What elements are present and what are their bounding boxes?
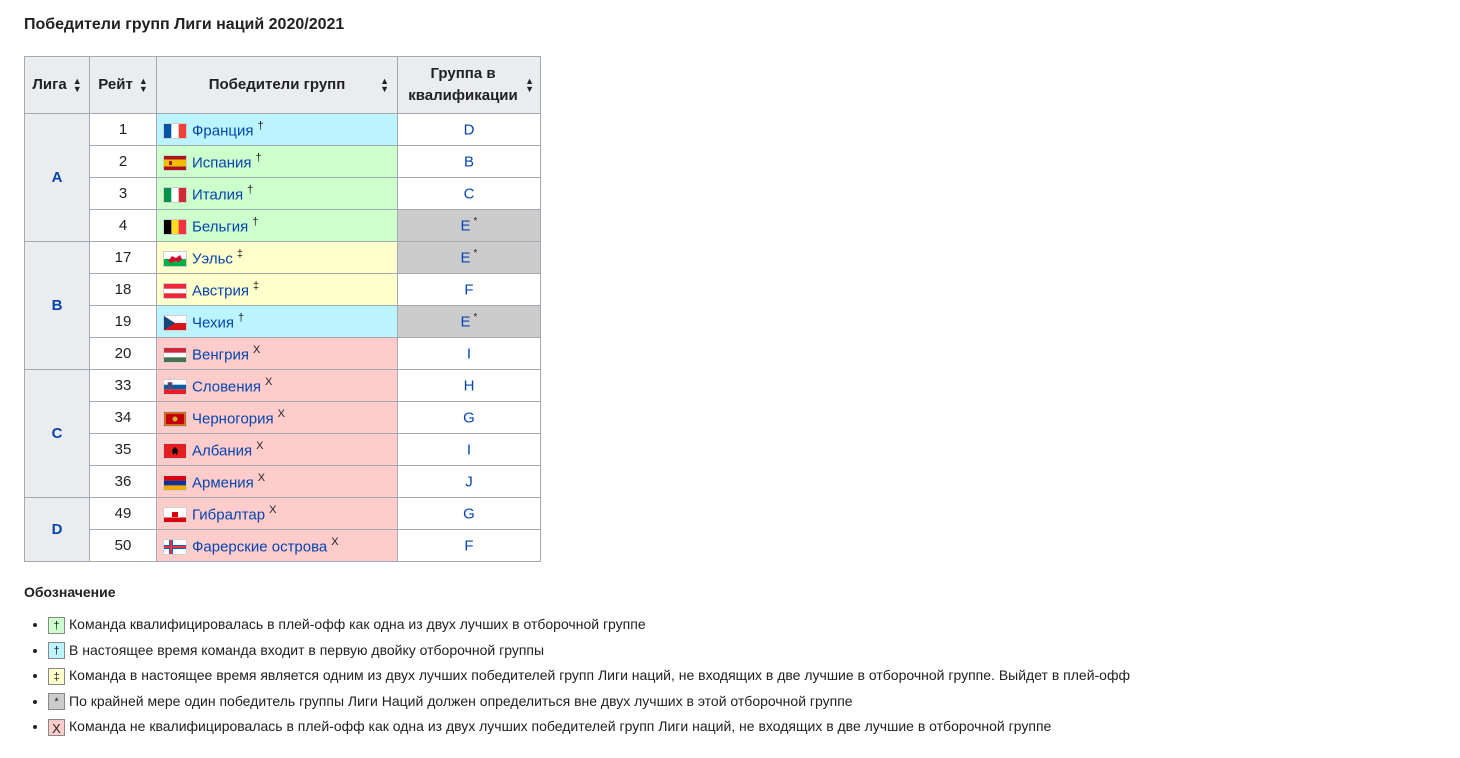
team-link[interactable]: Италия — [192, 186, 244, 204]
league-cell[interactable]: C — [25, 370, 90, 498]
qualifying-group-cell — [398, 178, 541, 210]
qualifying-group-cell — [398, 114, 541, 146]
qualifying-group-cell — [398, 530, 541, 562]
legend-list — [24, 612, 1130, 740]
qualifying-group-link[interactable]: F — [464, 281, 474, 299]
league-cell[interactable]: B — [25, 242, 90, 370]
league-cell[interactable]: A — [25, 114, 90, 242]
team-cell — [157, 338, 398, 370]
rank-cell: 19 — [90, 306, 157, 338]
table-body — [25, 114, 541, 562]
team-cell — [157, 178, 398, 210]
legend-text: Команда не квалифицировалась в плей-офф как одна из двух лучших победителей групп Лиги наций, не входящих в две лучшие в отборочной группе — [69, 718, 1052, 734]
gibraltar-flag-icon[interactable] — [163, 507, 187, 523]
sort-arrows-icon[interactable]: ▲ ▼ — [380, 76, 389, 94]
team-link[interactable]: Франция — [192, 122, 254, 140]
team-link[interactable]: Фарерские острова — [192, 538, 328, 556]
status-mark: X — [331, 535, 339, 548]
status-mark: X — [265, 375, 273, 388]
legend-text: Команда квалифицировалась в плей-офф как одна из двух лучших в отборочной группе — [69, 616, 646, 632]
table-row — [25, 242, 541, 274]
table-row — [25, 498, 541, 530]
qualifying-group-cell — [398, 242, 541, 274]
column-header-qualifying-group-line1: Группа в — [430, 65, 496, 82]
qualifying-group-cell — [398, 274, 541, 306]
team-link[interactable]: Уэльс — [192, 250, 233, 268]
qualifying-group-cell — [398, 434, 541, 466]
belgium-flag-icon[interactable] — [163, 219, 187, 235]
status-mark: ‡ — [253, 279, 260, 292]
team-cell — [157, 274, 398, 306]
status-mark: † — [255, 151, 262, 164]
legend-color-key: † — [48, 642, 65, 659]
czechia-flag-icon[interactable] — [163, 315, 187, 331]
faroe-islands-flag-icon[interactable] — [163, 539, 187, 555]
legend-item — [48, 663, 1130, 689]
table-row — [25, 178, 541, 210]
nations-league-winners-table — [24, 56, 541, 562]
team-cell — [157, 434, 398, 466]
column-header-winners-label: Победители групп — [208, 76, 346, 93]
wales-flag-icon[interactable] — [163, 251, 187, 267]
qualifying-group-link[interactable]: F — [464, 537, 474, 555]
team-cell — [157, 466, 398, 498]
column-header-league-label: Лига — [32, 76, 67, 93]
team-cell — [157, 530, 398, 562]
rank-cell: 35 — [90, 434, 157, 466]
team-cell — [157, 370, 398, 402]
column-header-league[interactable] — [25, 57, 90, 114]
team-cell — [157, 242, 398, 274]
team-cell — [157, 210, 398, 242]
page-content — [24, 14, 1130, 740]
qualifying-group-cell — [398, 466, 541, 498]
table-row — [25, 114, 541, 146]
rank-cell: 17 — [90, 242, 157, 274]
rank-cell: 20 — [90, 338, 157, 370]
rank-cell: 50 — [90, 530, 157, 562]
qualifying-group-cell — [398, 146, 541, 178]
rank-cell: 34 — [90, 402, 157, 434]
table-title: Победители групп Лиги наций 2020/2021 — [24, 16, 345, 33]
italy-flag-icon[interactable] — [163, 187, 187, 203]
legend-text: В настоящее время команда входит в первую двойку отборочной группы — [69, 641, 545, 658]
team-link[interactable]: Бельгия — [192, 218, 249, 236]
table-row — [25, 402, 541, 434]
column-header-winners[interactable] — [157, 57, 398, 114]
montenegro-flag-icon[interactable] — [163, 411, 187, 427]
armenia-flag-icon[interactable] — [163, 475, 187, 491]
slovenia-flag-icon[interactable] — [163, 379, 187, 395]
legend-item — [48, 689, 1130, 715]
hungary-flag-icon[interactable] — [163, 347, 187, 363]
qualifying-group-link[interactable]: H — [463, 377, 475, 395]
table-row — [25, 306, 541, 338]
group-note-mark: * — [473, 248, 478, 260]
column-header-rank-label: Рейт — [98, 76, 133, 93]
rank-cell: 36 — [90, 466, 157, 498]
qualifying-group-link[interactable]: G — [463, 505, 475, 523]
france-flag-icon[interactable] — [163, 123, 187, 139]
qualifying-group-cell — [398, 402, 541, 434]
column-header-rank[interactable] — [90, 57, 157, 114]
status-mark: ‡ — [236, 247, 244, 260]
table-row — [25, 274, 541, 306]
team-link[interactable]: Венгрия — [192, 346, 249, 364]
team-cell — [157, 402, 398, 434]
qualifying-group-link[interactable]: G — [463, 409, 475, 427]
league-cell[interactable]: D — [25, 498, 90, 562]
team-cell — [157, 498, 398, 530]
qualifying-group-link[interactable]: C — [463, 185, 475, 203]
legend-color-key: X — [48, 719, 65, 736]
legend-text: Команда в настоящее время является одним из двух лучших победителей групп Лиги наций, не входящих в две лучшие в отборочной группе. Выйдет в плей-офф — [69, 667, 1130, 683]
team-link[interactable]: Гибралтар — [192, 506, 266, 524]
albania-flag-icon[interactable] — [163, 443, 187, 459]
sort-arrows-icon[interactable]: ▲ ▼ — [525, 76, 534, 94]
status-mark: † — [238, 311, 245, 324]
table-row — [25, 210, 541, 242]
legend-item — [48, 714, 1130, 740]
status-mark: † — [252, 215, 259, 228]
legend-item — [48, 612, 1130, 638]
qualifying-group-cell — [398, 210, 541, 242]
table-row — [25, 338, 541, 370]
status-mark: X — [257, 471, 266, 484]
team-link[interactable]: Чехия — [192, 314, 235, 332]
table-row — [25, 146, 541, 178]
qualifying-group-cell — [398, 338, 541, 370]
austria-flag-icon[interactable] — [163, 283, 187, 299]
qualifying-group-link[interactable]: D — [463, 121, 475, 139]
team-link[interactable]: Черногория — [192, 410, 274, 428]
team-link[interactable]: Словения — [192, 378, 262, 396]
qualifying-group-link[interactable]: I — [466, 345, 472, 363]
table-row — [25, 370, 541, 402]
qualifying-group-link[interactable]: E — [460, 313, 471, 331]
qualifying-group-link[interactable]: B — [463, 153, 474, 171]
table-row — [25, 530, 541, 562]
legend-color-key: * — [48, 693, 65, 710]
rank-cell: 4 — [90, 210, 157, 242]
status-mark: † — [257, 119, 264, 132]
qualifying-group-cell — [398, 306, 541, 338]
legend-title: Обозначение — [24, 584, 116, 600]
qualifying-group-cell — [398, 370, 541, 402]
qualifying-group-link[interactable]: J — [465, 473, 473, 491]
rank-cell: 49 — [90, 498, 157, 530]
team-link[interactable]: Армения — [192, 474, 254, 492]
legend-text: По крайней мере один победитель группы Лиги Наций должен определиться вне двух лучших в этой отборочной группе — [69, 692, 853, 709]
team-cell — [157, 146, 398, 178]
rank-cell: 2 — [90, 146, 157, 178]
qualifying-group-link[interactable]: E — [460, 249, 471, 267]
column-header-qualifying-group-line2: квалификации — [408, 87, 518, 104]
table-row — [25, 466, 541, 498]
rank-cell: 1 — [90, 114, 157, 146]
group-note-mark: * — [473, 312, 478, 324]
team-link[interactable]: Испания — [192, 154, 252, 172]
sort-arrows-icon[interactable]: ▲ ▼ — [72, 76, 82, 94]
rank-cell: 33 — [90, 370, 157, 402]
legend-item — [48, 638, 1130, 664]
legend-color-key: ‡ — [48, 668, 65, 685]
sort-arrows-icon[interactable]: ▲ ▼ — [138, 76, 148, 94]
rank-cell: 18 — [90, 274, 157, 306]
status-mark: X — [277, 407, 285, 420]
team-link[interactable]: Австрия — [192, 282, 250, 300]
column-header-qualifying-group[interactable] — [398, 57, 541, 114]
status-mark: X — [252, 343, 261, 356]
table-header-row — [25, 57, 541, 114]
rank-cell: 3 — [90, 178, 157, 210]
status-mark: X — [269, 503, 277, 516]
qualifying-group-cell — [398, 498, 541, 530]
qualifying-group-link[interactable]: I — [466, 441, 472, 459]
status-mark: † — [247, 183, 254, 196]
status-mark: X — [256, 439, 264, 452]
group-note-mark: * — [473, 216, 478, 228]
spain-flag-icon[interactable] — [163, 155, 187, 171]
team-cell — [157, 114, 398, 146]
qualifying-group-link[interactable]: E — [460, 217, 471, 235]
team-link[interactable]: Албания — [192, 442, 253, 460]
table-row — [25, 434, 541, 466]
team-cell — [157, 306, 398, 338]
legend-color-key: † — [48, 617, 65, 634]
